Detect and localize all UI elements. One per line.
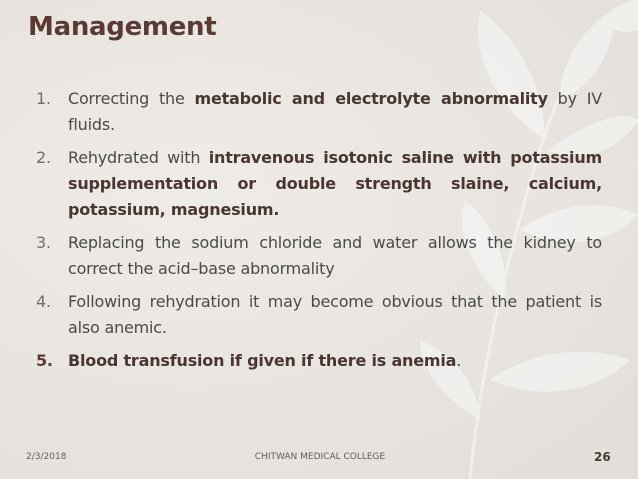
footer-institution: CHITWAN MEDICAL COLLEGE [254,452,386,462]
list-item-bold-text: Blood transfusion if given if there is anemia [68,351,457,370]
list-item-text: by IV fluids. [68,89,602,134]
list-item-number: 5. [36,351,53,370]
list-item-bold-text: intravenous isotonic saline with potassium supplementation or double strength slaine, calcium, potassium, magnesium. [68,148,602,219]
list-item-number: 4. [36,292,51,311]
list-item-text: Correcting the [68,89,195,108]
list-item-text: . [456,351,462,370]
footer-page-number: 26 [594,450,611,464]
list-item [36,86,602,138]
list-item-number: 3. [36,233,51,252]
footer-date: 2/3/2018 [26,452,67,462]
list-item [36,230,602,282]
list-item [36,289,602,341]
list-item-text: Replacing the sodium chloride and water allows the kidney to correct the acid–base abnormality [68,233,602,278]
list-item [36,348,602,374]
list-item-text: Following rehydration it may become obvious that the patient is also anemic. [68,292,602,337]
list-item [36,145,602,223]
list-item-text: Rehydrated with [68,148,209,167]
list-item-bold-text: metabolic and electrolyte abnormality [194,89,548,108]
list-item-number: 1. [36,89,51,108]
management-list [36,86,602,381]
list-item-number: 2. [36,148,51,167]
slide-title: Management [28,12,217,42]
